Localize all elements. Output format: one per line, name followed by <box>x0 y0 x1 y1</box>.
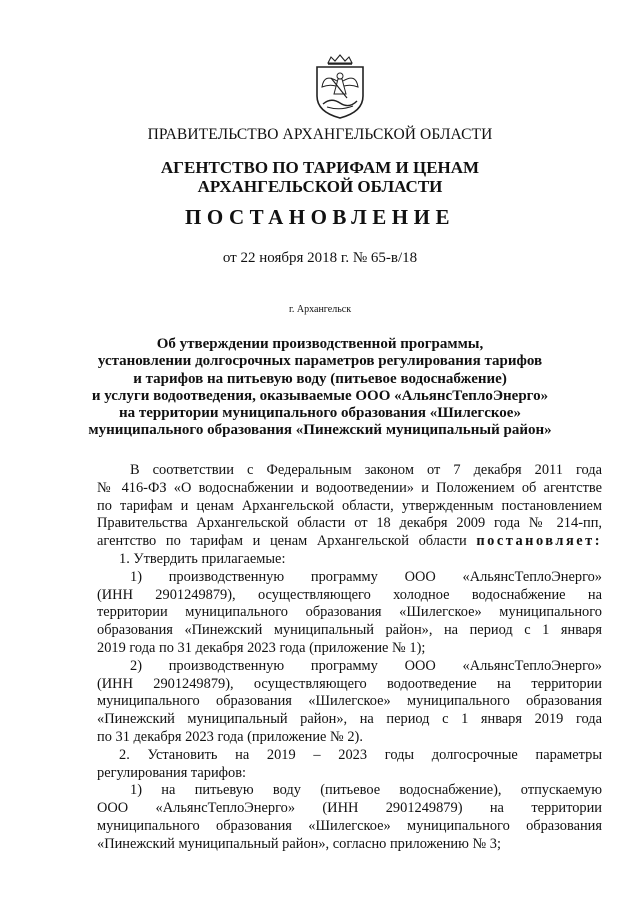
agency-name-line: АРХАНГЕЛЬСКОЙ ОБЛАСТИ <box>197 177 443 196</box>
body-line: № 416-ФЗ «О водоснабжении и водоотведении» и Положением об агентстве <box>97 479 602 496</box>
city-name: г. Архангельск <box>288 304 352 315</box>
body-line: муниципального образования «Шилегское» муниципального образования <box>97 817 602 834</box>
body-line: (ИНН 2901249879), осуществляющего водоотведение на территории <box>97 675 602 692</box>
subject-line: установлении долгосрочных параметров регулирования тарифов <box>97 353 543 370</box>
body-line: территории муниципального образования «Шилегское» муниципального <box>97 604 602 621</box>
document-subject <box>0 336 640 440</box>
body-line: 2) производственную программу ООО «АльянсТеплоЭнерго» <box>130 657 602 674</box>
body-line: «Пинежский муниципальный район», согласно приложению № 3; <box>97 835 501 852</box>
body-line: образования «Пинежский муниципальный район», на период с 1 января <box>97 622 602 639</box>
subject-line: муниципального образования «Пинежский муниципальный район» <box>88 422 552 439</box>
agency-name-line: АГЕНТСТВО ПО ТАРИФАМ И ЦЕНАМ <box>160 158 480 177</box>
subject-line: и услуги водоотведения, оказываемые ООО «АльянсТеплоЭнерго» <box>91 387 549 404</box>
resolves-word: постановляет: <box>476 533 602 550</box>
body-line: агентство по тарифам и ценам Архангельской области <box>97 533 467 550</box>
item-heading: 1. Утвердить прилагаемые: <box>119 550 286 567</box>
item-heading: 2. Установить на 2019 – 2023 годы долгосрочные параметры <box>119 746 602 763</box>
body-line: регулирования тарифов: <box>97 764 246 781</box>
body-line: 1) на питьевую воду (питьевое водоснабжение), отпускаемую <box>130 782 602 799</box>
body-line: муниципального образования «Шилегское» муниципального образования <box>97 693 602 710</box>
body-line: 1) производственную программу ООО «АльянсТеплоЭнерго» <box>130 568 602 585</box>
body-line: (ИНН 2901249879), осуществляющего холодное водоснабжение на <box>97 586 602 603</box>
date-and-number: от 22 ноября 2018 г. № 65-в/18 <box>222 250 418 266</box>
agency-name <box>0 158 640 196</box>
body-line: В соответствии с Федеральным законом от 7 декабря 2011 года <box>130 462 602 478</box>
document-type-heading: ПОСТАНОВЛЕНИЕ <box>185 205 455 229</box>
subject-line: Об утверждении производственной программы, <box>156 336 484 352</box>
body-line: по тарифам и ценам Архангельской области, утвержденным постановлением <box>97 497 602 514</box>
body-line: ООО «АльянсТеплоЭнерго» (ИНН 2901249879) на территории <box>97 800 602 817</box>
body-line: 2019 года по 31 декабря 2023 года (приложение № 1); <box>97 639 426 656</box>
coat-of-arms-icon <box>311 54 369 120</box>
body-line-resolution <box>97 533 602 551</box>
body-line: Правительства Архангельской области от 18 декабря 2009 года № 214-пп, <box>97 515 602 532</box>
body-line: «Пинежский муниципальный район», на период с 1 января 2019 года <box>97 711 602 728</box>
document-body <box>97 462 602 854</box>
subject-line: и тарифов на питьевую воду (питьевое водоснабжение) <box>133 370 507 387</box>
body-line: по 31 декабря 2023 года (приложение № 2). <box>97 728 363 745</box>
subject-line: на территории муниципального образования «Шилегское» <box>119 405 521 422</box>
government-name: ПРАВИТЕЛЬСТВО АРХАНГЕЛЬСКОЙ ОБЛАСТИ <box>147 126 493 143</box>
